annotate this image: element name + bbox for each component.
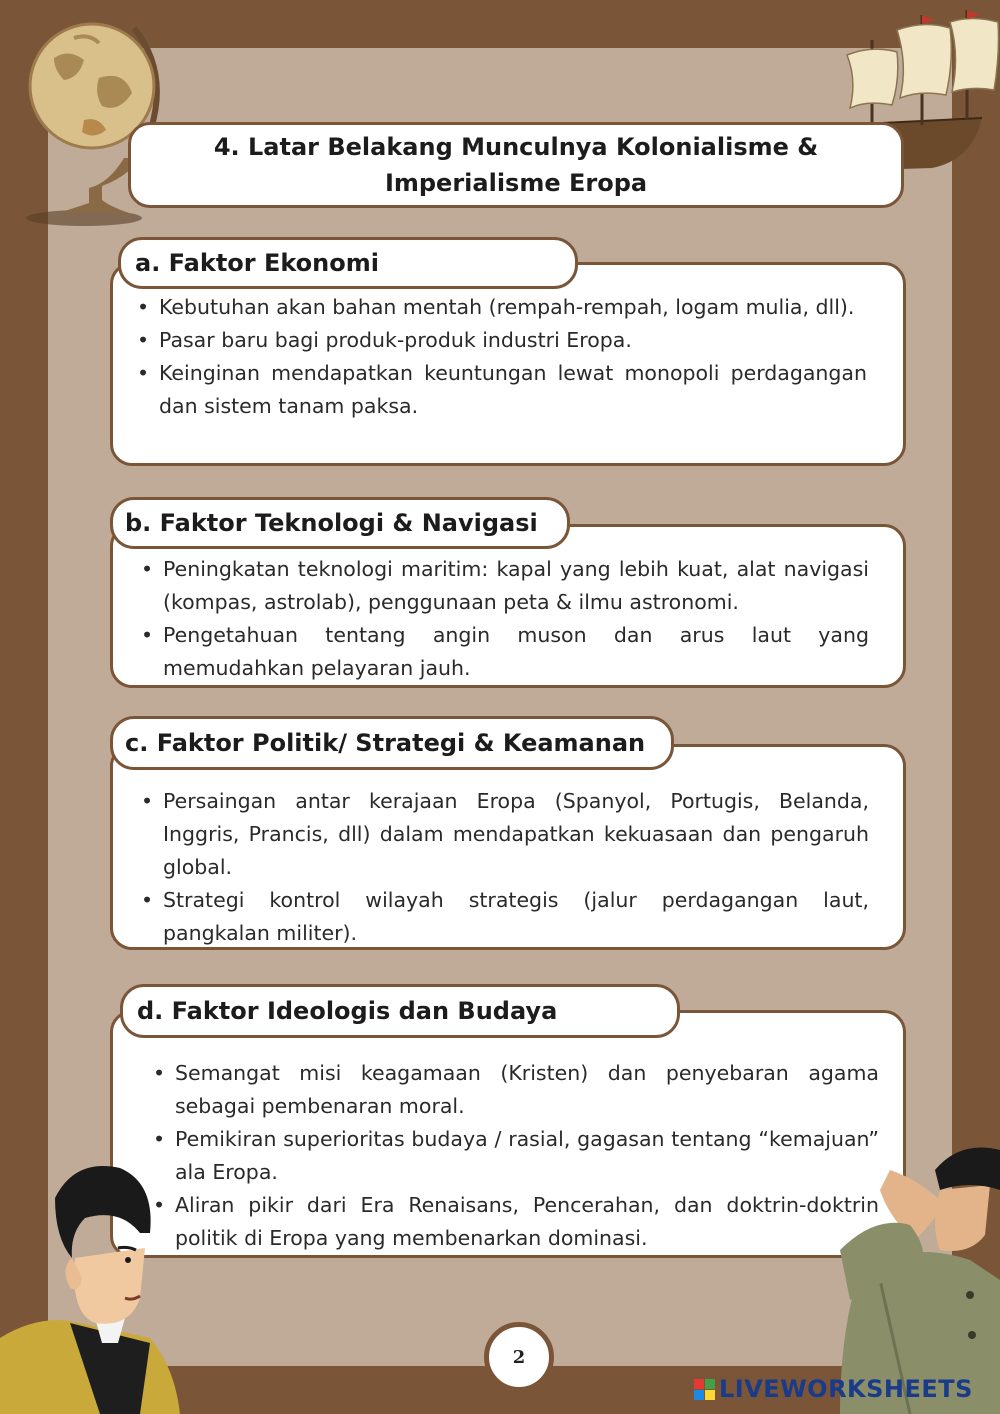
bullet-list-politik <box>141 785 869 950</box>
saluting-officer-illustration <box>820 1130 1000 1414</box>
list-item: • Pengetahuan tentang angin muson dan arus laut yang memudahkan pelayaran jauh. <box>141 619 869 685</box>
bullet-list-ekonomi <box>137 291 867 423</box>
section-heading-ideologis: d. Faktor Ideologis dan Budaya <box>120 984 680 1038</box>
list-item: • Keinginan mendapatkan keuntungan lewat monopoli perdagangan dan sistem tanam paksa. <box>137 357 867 423</box>
bullet-list-ideologis <box>153 1057 879 1255</box>
list-item: • Semangat misi keagamaan (Kristen) dan penyebaran agama sebagai pembenaran moral. <box>153 1057 879 1123</box>
section-heading-politik: c. Faktor Politik/ Strategi & Keamanan <box>110 716 674 770</box>
page-number: 2 <box>484 1322 554 1392</box>
section-card-ekonomi <box>110 262 906 466</box>
list-item: • Aliran pikir dari Era Renaisans, Pencerahan, dan doktrin-doktrin politik di Eropa yang membenarkan dominasi. <box>153 1189 879 1255</box>
liveworksheets-logo-icon <box>694 1379 715 1400</box>
title-line-1: 4. Latar Belakang Munculnya Kolonialisme & <box>213 133 819 161</box>
list-item: • Pasar baru bagi produk-produk industri Eropa. <box>137 324 867 357</box>
list-item: • Peningkatan teknologi maritim: kapal yang lebih kuat, alat navigasi (kompas, astrolab), penggunaan peta & ilmu astronomi. <box>141 553 869 619</box>
page-title <box>128 122 904 208</box>
list-item: • Strategi kontrol wilayah strategis (jalur perdagangan laut, pangkalan militer). <box>141 884 869 950</box>
liveworksheets-watermark[interactable] <box>694 1374 973 1404</box>
list-item: • Persaingan antar kerajaan Eropa (Spanyol, Portugis, Belanda, Inggris, Prancis, dll) dalam mendapatkan kekuasaan dan pengaruh global. <box>141 785 869 884</box>
list-item: • Kebutuhan akan bahan mentah (rempah-rempah, logam mulia, dll). <box>137 291 867 324</box>
section-card-ideologis <box>110 1010 906 1258</box>
watermark-text: LIVEWORKSHEETS <box>719 1375 973 1403</box>
title-line-2: Imperialisme Eropa <box>384 169 648 197</box>
list-item: • Pemikiran superioritas budaya / rasial, gagasan tentang “kemajuan” ala Eropa. <box>153 1123 879 1189</box>
section-card-politik <box>110 744 906 950</box>
man-portrait-illustration <box>0 1138 200 1414</box>
section-heading-ekonomi: a. Faktor Ekonomi <box>118 237 578 289</box>
bullet-list-teknologi <box>141 553 869 685</box>
section-heading-teknologi: b. Faktor Teknologi & Navigasi <box>110 497 570 549</box>
